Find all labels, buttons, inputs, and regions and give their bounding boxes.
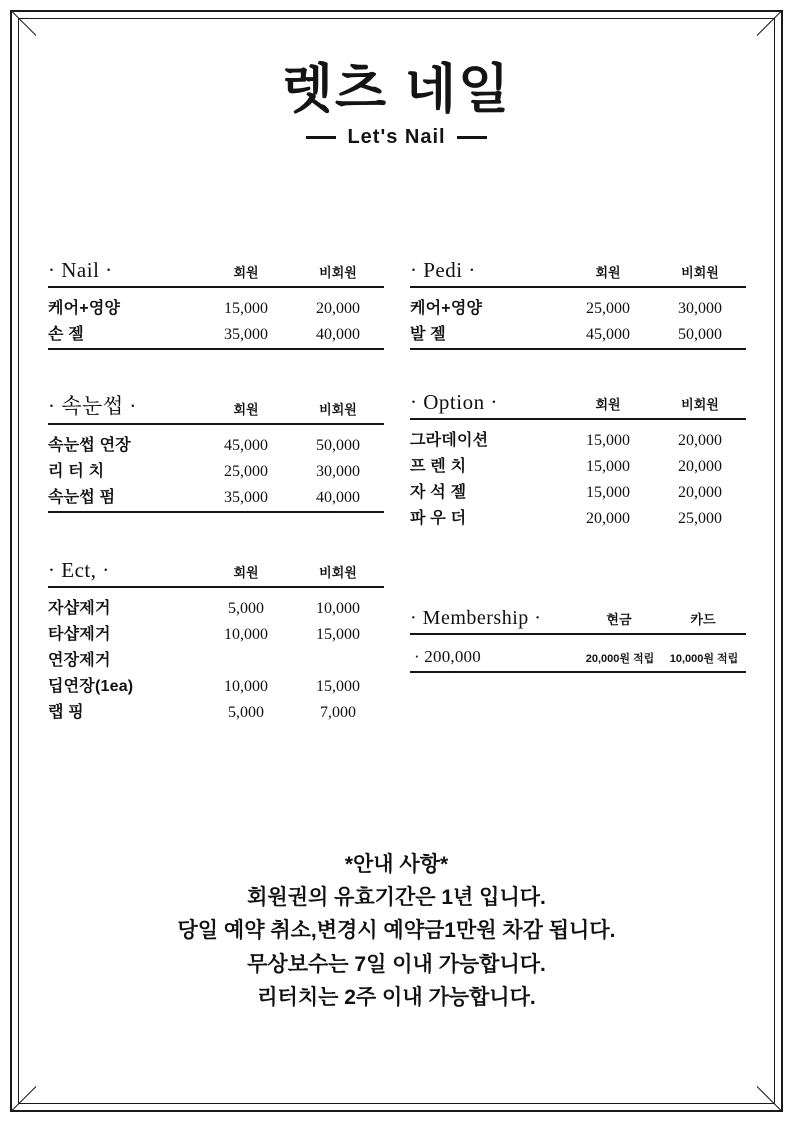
row-label: 그라데이션 <box>410 432 489 449</box>
column-header-member: 회원 <box>233 265 259 280</box>
notice-title: *안내 사항* <box>344 853 449 876</box>
column-header-nonmember: 비회원 <box>319 265 357 280</box>
row-label: 파 우 더 <box>410 509 467 527</box>
column-header-nonmember: 비회원 <box>319 565 357 580</box>
brand-header <box>0 62 793 149</box>
row-price-member: 15,000 <box>586 432 630 449</box>
section-nail-header <box>48 258 384 288</box>
section-pedi-header <box>410 258 746 288</box>
table-row <box>410 480 746 506</box>
column-header-nonmember: 비회원 <box>681 265 719 280</box>
row-price-nonmember: 7,000 <box>320 703 356 721</box>
section-membership-rows <box>410 635 746 671</box>
row-label: 연장제거 <box>48 651 111 669</box>
row-label: 리 터 치 <box>48 462 105 480</box>
table-row <box>48 459 384 485</box>
row-label: 랩 핑 <box>48 703 84 721</box>
row-price-nonmember: 20,000 <box>678 432 722 449</box>
row-price-nonmember: 30,000 <box>316 462 360 480</box>
row-price-member: 5,000 <box>228 703 264 721</box>
row-label: 케어+영양 <box>410 300 483 317</box>
row-price-member: 15,000 <box>224 300 268 317</box>
row-price-member: 45,000 <box>586 325 630 343</box>
row-price-member: 10,000 <box>224 677 268 695</box>
corner-ornament-top-left <box>10 10 36 36</box>
column-header-member: 회원 <box>595 397 621 412</box>
section-nail-rows <box>48 288 384 348</box>
row-label: 손 젤 <box>48 325 84 343</box>
row-label: 속눈썹 연장 <box>48 437 131 454</box>
row-price-nonmember: 25,000 <box>678 509 722 527</box>
column-header-member: 회원 <box>233 402 259 417</box>
section-nail-title: · Nail · <box>48 258 113 282</box>
table-row <box>48 296 384 322</box>
section-membership-header <box>410 607 746 635</box>
section-option-title: · Option · <box>410 390 498 414</box>
brand-name-korean: 렛츠 네일 <box>281 60 512 119</box>
row-price-member: 35,000 <box>224 488 268 506</box>
column-header-cash: 현금 <box>606 612 632 627</box>
row-label: 발 젤 <box>410 325 446 343</box>
section-eyelash-header <box>48 390 384 425</box>
brand-name-english: Let's Nail <box>347 125 446 148</box>
row-price-nonmember: 50,000 <box>678 325 722 343</box>
row-price-nonmember: 15,000 <box>316 677 360 695</box>
table-row <box>410 454 746 480</box>
row-label: 속눈썹 펌 <box>48 488 116 506</box>
row-label: 프 렌 치 <box>410 457 467 475</box>
column-header-member: 회원 <box>595 265 621 280</box>
notice-line: 무상보수는 7일 이내 가능합니다. <box>247 952 546 976</box>
section-membership <box>410 607 746 673</box>
rule-left <box>306 136 336 139</box>
notice-line: 회원권의 유효기간은 1년 입니다. <box>247 886 546 910</box>
row-price-member: 10,000 <box>224 625 268 643</box>
column-header-card: 카드 <box>690 612 716 627</box>
notice-section <box>0 848 793 1014</box>
section-option-rows <box>410 420 746 532</box>
row-price-member: 15,000 <box>586 483 630 501</box>
section-pedi-rows <box>410 288 746 348</box>
column-header-member: 회원 <box>233 565 259 580</box>
section-eyelash-title: · 속눈썹 · <box>48 394 137 418</box>
section-eyelash-divider <box>48 511 384 513</box>
table-row <box>410 643 746 671</box>
section-ect-title: · Ect, · <box>48 558 110 582</box>
row-price-member: 20,000 <box>586 509 630 527</box>
row-price-nonmember: 30,000 <box>678 300 722 317</box>
notice-line: 리터치는 2주 이내 가능합니다. <box>257 985 536 1009</box>
corner-ornament-bottom-right <box>757 1086 783 1112</box>
row-label: 타샵제거 <box>48 625 111 643</box>
section-nail <box>48 258 384 350</box>
corner-ornament-top-right <box>757 10 783 36</box>
section-membership-title: · Membership · <box>410 607 542 629</box>
section-ect <box>48 558 384 726</box>
section-pedi <box>410 258 746 350</box>
section-nail-divider <box>48 348 384 350</box>
column-header-nonmember: 비회원 <box>319 402 357 417</box>
column-header-nonmember: 비회원 <box>681 397 719 412</box>
brand-name-english-row <box>0 126 793 149</box>
section-ect-header <box>48 558 384 588</box>
row-price-member: 5,000 <box>228 600 264 617</box>
row-price-nonmember: 20,000 <box>678 483 722 501</box>
table-row <box>410 506 746 532</box>
row-price-cash: 20,000원 적립 <box>585 653 655 665</box>
rule-right <box>457 136 487 139</box>
table-row <box>48 622 384 648</box>
row-label: 케어+영양 <box>48 300 121 317</box>
table-row <box>48 674 384 700</box>
notice-line: 당일 예약 취소,변경시 예약금1만원 차감 됩니다. <box>177 919 616 943</box>
table-row <box>48 648 384 674</box>
row-price-member: 45,000 <box>224 437 268 454</box>
row-price-card: 10,000원 적립 <box>669 653 739 665</box>
row-price-nonmember: 50,000 <box>316 437 360 454</box>
row-label: · 200,000 <box>414 647 481 666</box>
section-eyelash <box>48 390 384 513</box>
row-price-member: 25,000 <box>224 462 268 480</box>
table-row <box>410 296 746 322</box>
row-label: 자 석 젤 <box>410 483 467 501</box>
row-price-nonmember: 20,000 <box>316 300 360 317</box>
section-eyelash-rows <box>48 425 384 511</box>
row-price-member: 15,000 <box>586 457 630 475</box>
row-label: 딥연장(1ea) <box>48 677 134 695</box>
table-row <box>48 596 384 622</box>
row-price-member: 35,000 <box>224 325 268 343</box>
row-price-nonmember: 20,000 <box>678 457 722 475</box>
table-row <box>48 433 384 459</box>
row-price-nonmember: 10,000 <box>316 600 360 617</box>
section-ect-rows <box>48 588 384 726</box>
corner-ornament-bottom-left <box>10 1086 36 1112</box>
row-price-nonmember: 40,000 <box>316 325 360 343</box>
section-pedi-divider <box>410 348 746 350</box>
section-pedi-title: · Pedi · <box>410 258 476 282</box>
section-option <box>410 390 746 532</box>
section-option-header <box>410 390 746 420</box>
table-row <box>410 322 746 348</box>
row-price-member: 25,000 <box>586 300 630 317</box>
section-membership-divider <box>410 671 746 673</box>
row-label: 자샵제거 <box>48 600 111 617</box>
table-row <box>48 322 384 348</box>
table-row <box>48 700 384 726</box>
table-row <box>48 485 384 511</box>
table-row <box>410 428 746 454</box>
row-price-nonmember: 40,000 <box>316 488 360 506</box>
row-price-nonmember: 15,000 <box>316 625 360 643</box>
